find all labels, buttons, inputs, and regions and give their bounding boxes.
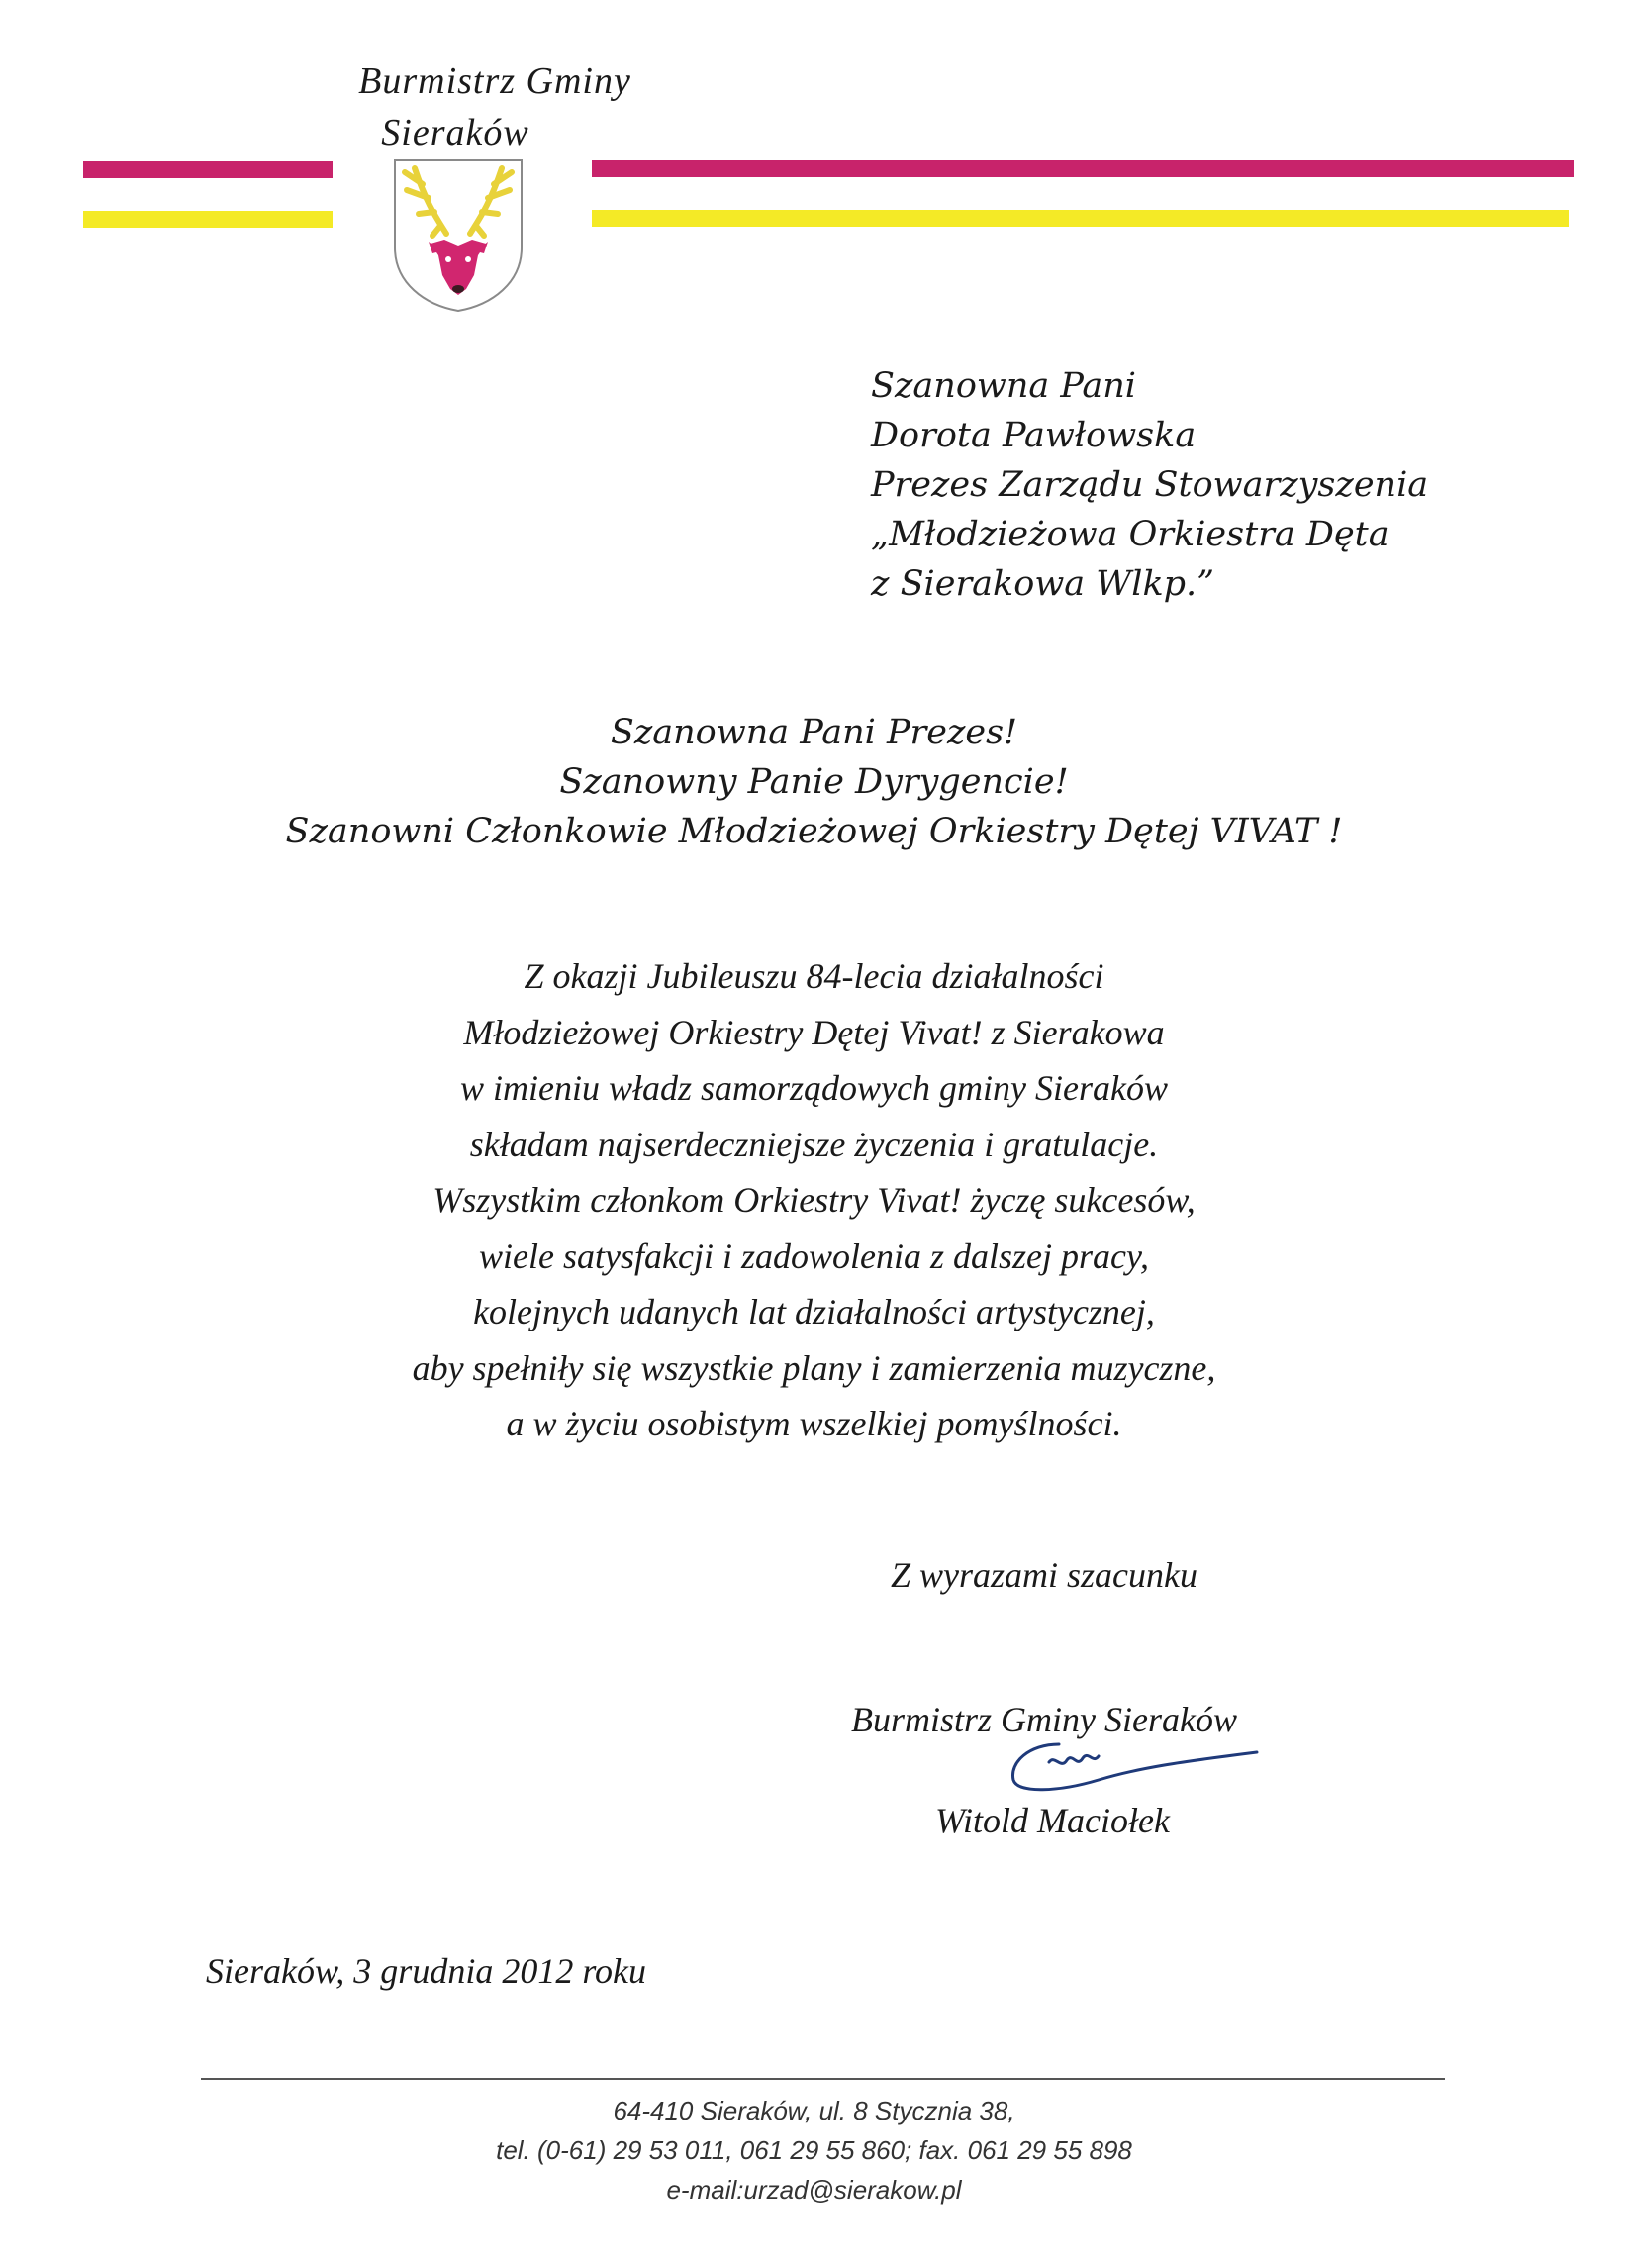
body-line: Z okazji Jubileuszu 84-lecia działalności xyxy=(524,956,1104,996)
salutation-block xyxy=(0,708,1628,856)
addressee-line: z Sierakowa Wlkp.” xyxy=(871,564,1215,604)
footer-divider xyxy=(201,2078,1445,2080)
addressee-line: Szanowna Pani xyxy=(871,366,1136,406)
handwritten-signature xyxy=(990,1723,1267,1802)
footer-phone: tel. (0-61) 29 53 011, 061 29 55 860; fax. 061 29 55 898 xyxy=(496,2135,1132,2165)
addressee-line: „Młodzieżowa Orkiestra Dęta xyxy=(871,515,1389,554)
body-line: a w życiu osobistym wszelkiej pomyślności. xyxy=(506,1404,1122,1443)
body-line: aby spełniły się wszystkie plany i zamierzenia muzyczne, xyxy=(412,1347,1216,1388)
addressee-line: Dorota Pawłowska xyxy=(871,416,1197,455)
closing-phrase: Z wyrazami szacunku xyxy=(891,1555,1198,1595)
body-line: składam najserdeczniejsze życzenia i gratulacje. xyxy=(469,1124,1159,1164)
org-name-line1: Burmistrz Gminy xyxy=(358,60,631,102)
body-line: Młodzieżowej Orkiestry Dętej Vivat! z Sierakowa xyxy=(463,1012,1165,1052)
body-line: kolejnych udanych lat działalności artystycznej, xyxy=(473,1292,1155,1331)
header-stripe-yellow-left xyxy=(83,211,333,228)
header-stripe-yellow-right xyxy=(592,210,1569,227)
header-stripe-magenta-right xyxy=(592,160,1574,177)
body-line: wiele satysfakcji i zadowolenia z dalszej pracy, xyxy=(479,1235,1149,1276)
signatory-title: Burmistrz Gminy Sieraków xyxy=(851,1700,1237,1739)
salutation-line: Szanowny Panie Dyrygencie! xyxy=(559,762,1069,802)
salutation-line: Szanowni Członkowie Młodzieżowej Orkiestry Dętej VIVAT ! xyxy=(285,812,1343,851)
org-name-line2: Sieraków xyxy=(381,112,529,153)
salutation-line: Szanowna Pani Prezes! xyxy=(610,713,1018,752)
header-stripe-magenta-left xyxy=(83,161,333,178)
body-line: Wszystkim członkom Orkiestry Vivat! życzę sukcesów, xyxy=(432,1180,1196,1220)
addressee-line: Prezes Zarządu Stowarzyszenia xyxy=(871,465,1429,505)
letter-body xyxy=(0,948,1628,1452)
footer-contact xyxy=(0,2091,1628,2210)
body-line: w imieniu władz samorządowych gminy Sieraków xyxy=(460,1068,1168,1108)
stag-crest-icon xyxy=(389,156,527,313)
addressee-block xyxy=(871,361,1583,609)
footer-email: e-mail:urzad@sierakow.pl xyxy=(666,2175,962,2205)
signatory-name: Witold Maciołek xyxy=(935,1801,1170,1840)
letter-date: Sieraków, 3 grudnia 2012 roku xyxy=(206,1951,646,1991)
footer-address: 64-410 Sieraków, ul. 8 Stycznia 38, xyxy=(613,2096,1015,2125)
